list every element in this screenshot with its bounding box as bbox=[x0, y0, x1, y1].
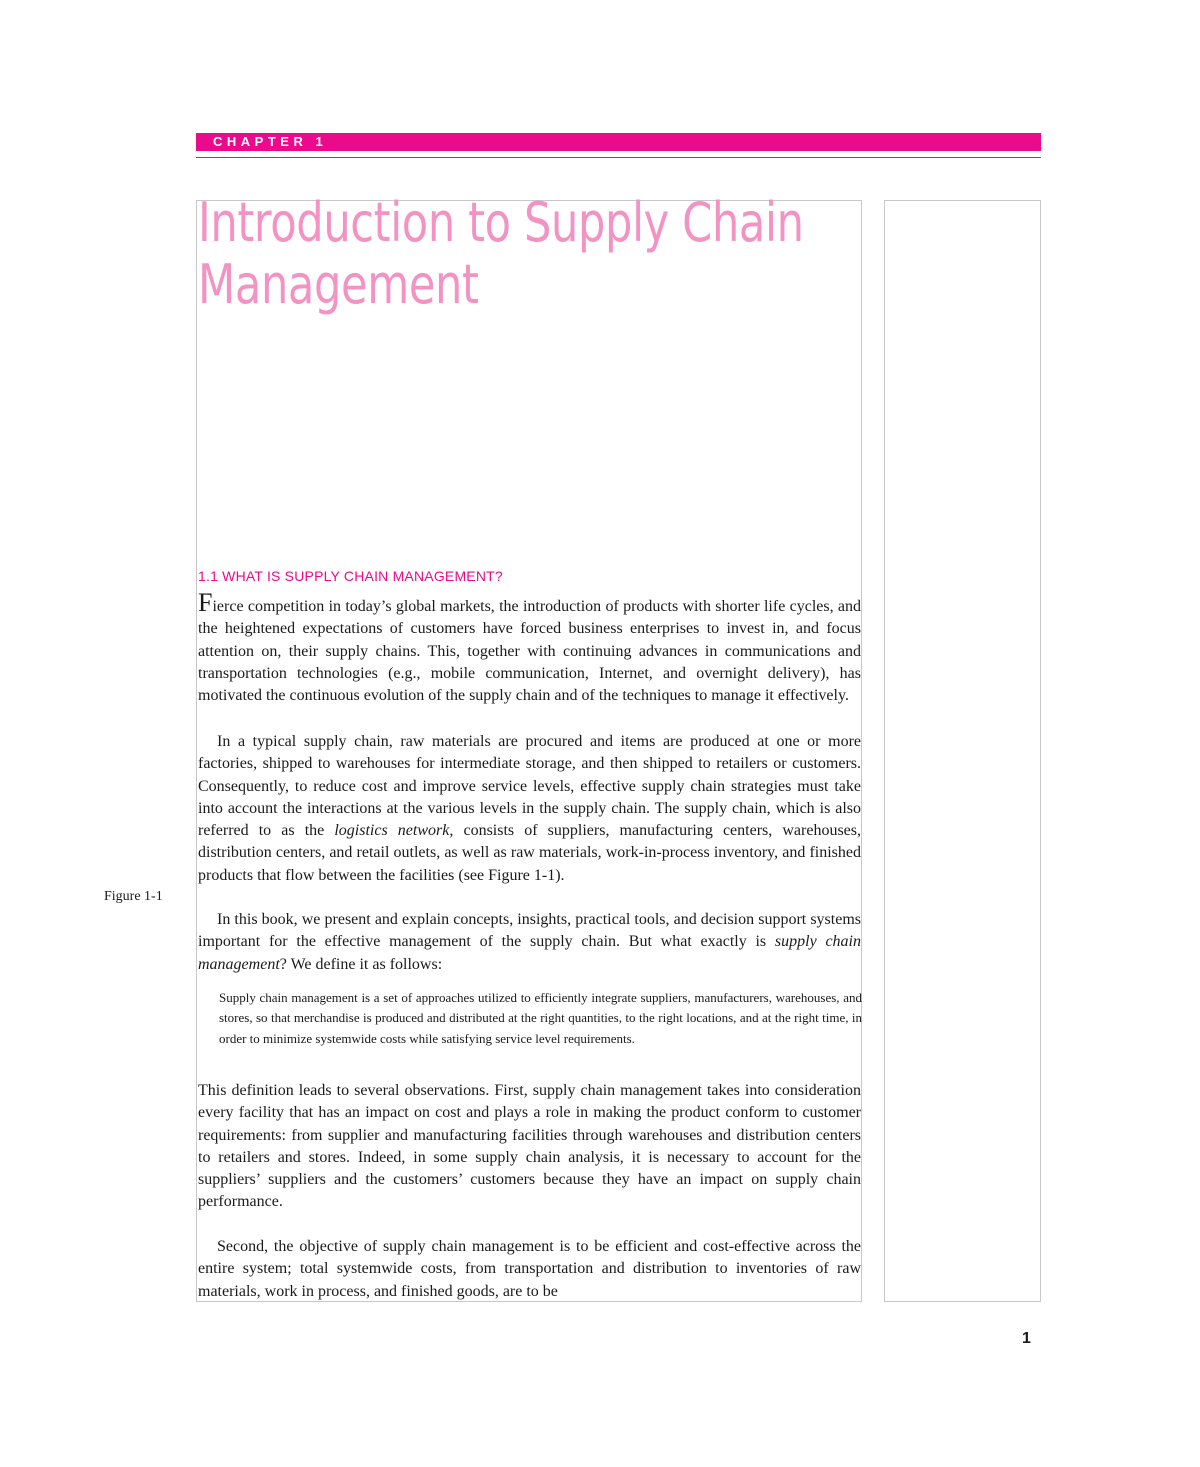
paragraph-2-text-b: consists of suppliers, manufacturing centers, warehouses, distribution centers, and retail outlets, as well as raw materials, work-in-process inventory, and finished products that flow between the facilities (see Figure 1-1). bbox=[198, 822, 862, 884]
logistics-network-term: logistics network, bbox=[334, 822, 454, 840]
section-heading: 1.1 WHAT IS SUPPLY CHAIN MANAGEMENT? bbox=[198, 568, 503, 584]
body-paragraph-3 bbox=[198, 909, 861, 976]
chapter-title-line-2: Management bbox=[198, 253, 479, 316]
chapter-title bbox=[198, 191, 804, 316]
body-paragraph-4 bbox=[198, 1080, 861, 1214]
margin-note-frame bbox=[884, 200, 1041, 1302]
body-paragraph-2 bbox=[198, 731, 861, 887]
page-number: 1 bbox=[1022, 1330, 1031, 1347]
figure-margin-reference: Figure 1-1 bbox=[104, 889, 163, 904]
paragraph-2-text-a: In a typical supply chain, raw materials are procured and items are produced at one or more factories, shipped to warehouses for intermediate storage, and then shipped to retailers or customers. Consequently, to reduce cost and improve service levels, effective supply chain strategies must take into account the interactions at the various levels in the supply chain. The supply chain, which is also referred to as the bbox=[198, 733, 861, 840]
chapter-rule bbox=[196, 157, 1041, 158]
paragraph-3-text-a: In this book, we present and explain concepts, insights, practical tools, and decision support systems important for the effective management of the supply chain. But what exactly is bbox=[198, 911, 861, 951]
chapter-title-line-1: Introduction to Supply Chain bbox=[198, 191, 804, 254]
paragraph-5-text: Second, the objective of supply chain management is to be efficient and cost-effective across the entire system; total systemwide costs, from transportation and distribution to inventories of raw materials, work in process, and finished goods, are to be bbox=[198, 1238, 861, 1300]
chapter-label: CHAPTER 1 bbox=[213, 134, 328, 149]
chapter-banner bbox=[196, 133, 1041, 151]
paragraph-3-text-b: ? We define it as follows: bbox=[279, 955, 443, 973]
supply-chain-management-term: supply chain management bbox=[198, 933, 861, 973]
definition-block-quote: Supply chain management is a set of approaches utilized to efficiently integrate suppliers, manufacturers, warehouses, and stores, so that merchandise is produced and distributed at the right quantities, to the right locations, and at the right time, in order to minimize systemwide costs while satisfying service level requirements. bbox=[219, 990, 862, 1046]
paragraph-1-text: ierce competition in today’s global markets, the introduction of products with shorter life cycles, and the heightened expectations of customers have forced business enterprises to invest in, and focus attention on, their supply chains. This, together with continuing advances in communications and transportation technologies (e.g., mobile communication, Internet, and overnight delivery), has motivated the continuous evolution of the supply chain and of the techniques to manage it effectively. bbox=[198, 598, 861, 705]
body-paragraph-5 bbox=[198, 1236, 861, 1303]
paragraph-4-text: This definition leads to several observations. First, supply chain management takes into consideration every facility that has an impact on cost and plays a role in making the product conform to customer requirements: from supplier and manufacturing facilities through warehouses and distribution centers to retailers and stores. Indeed, in some supply chain analysis, it is necessary to account for the suppliers’ suppliers and the customers’ customers because they have an impact on supply chain performance. bbox=[198, 1082, 861, 1211]
body-paragraph-1 bbox=[198, 588, 861, 707]
drop-cap: F bbox=[198, 588, 213, 617]
